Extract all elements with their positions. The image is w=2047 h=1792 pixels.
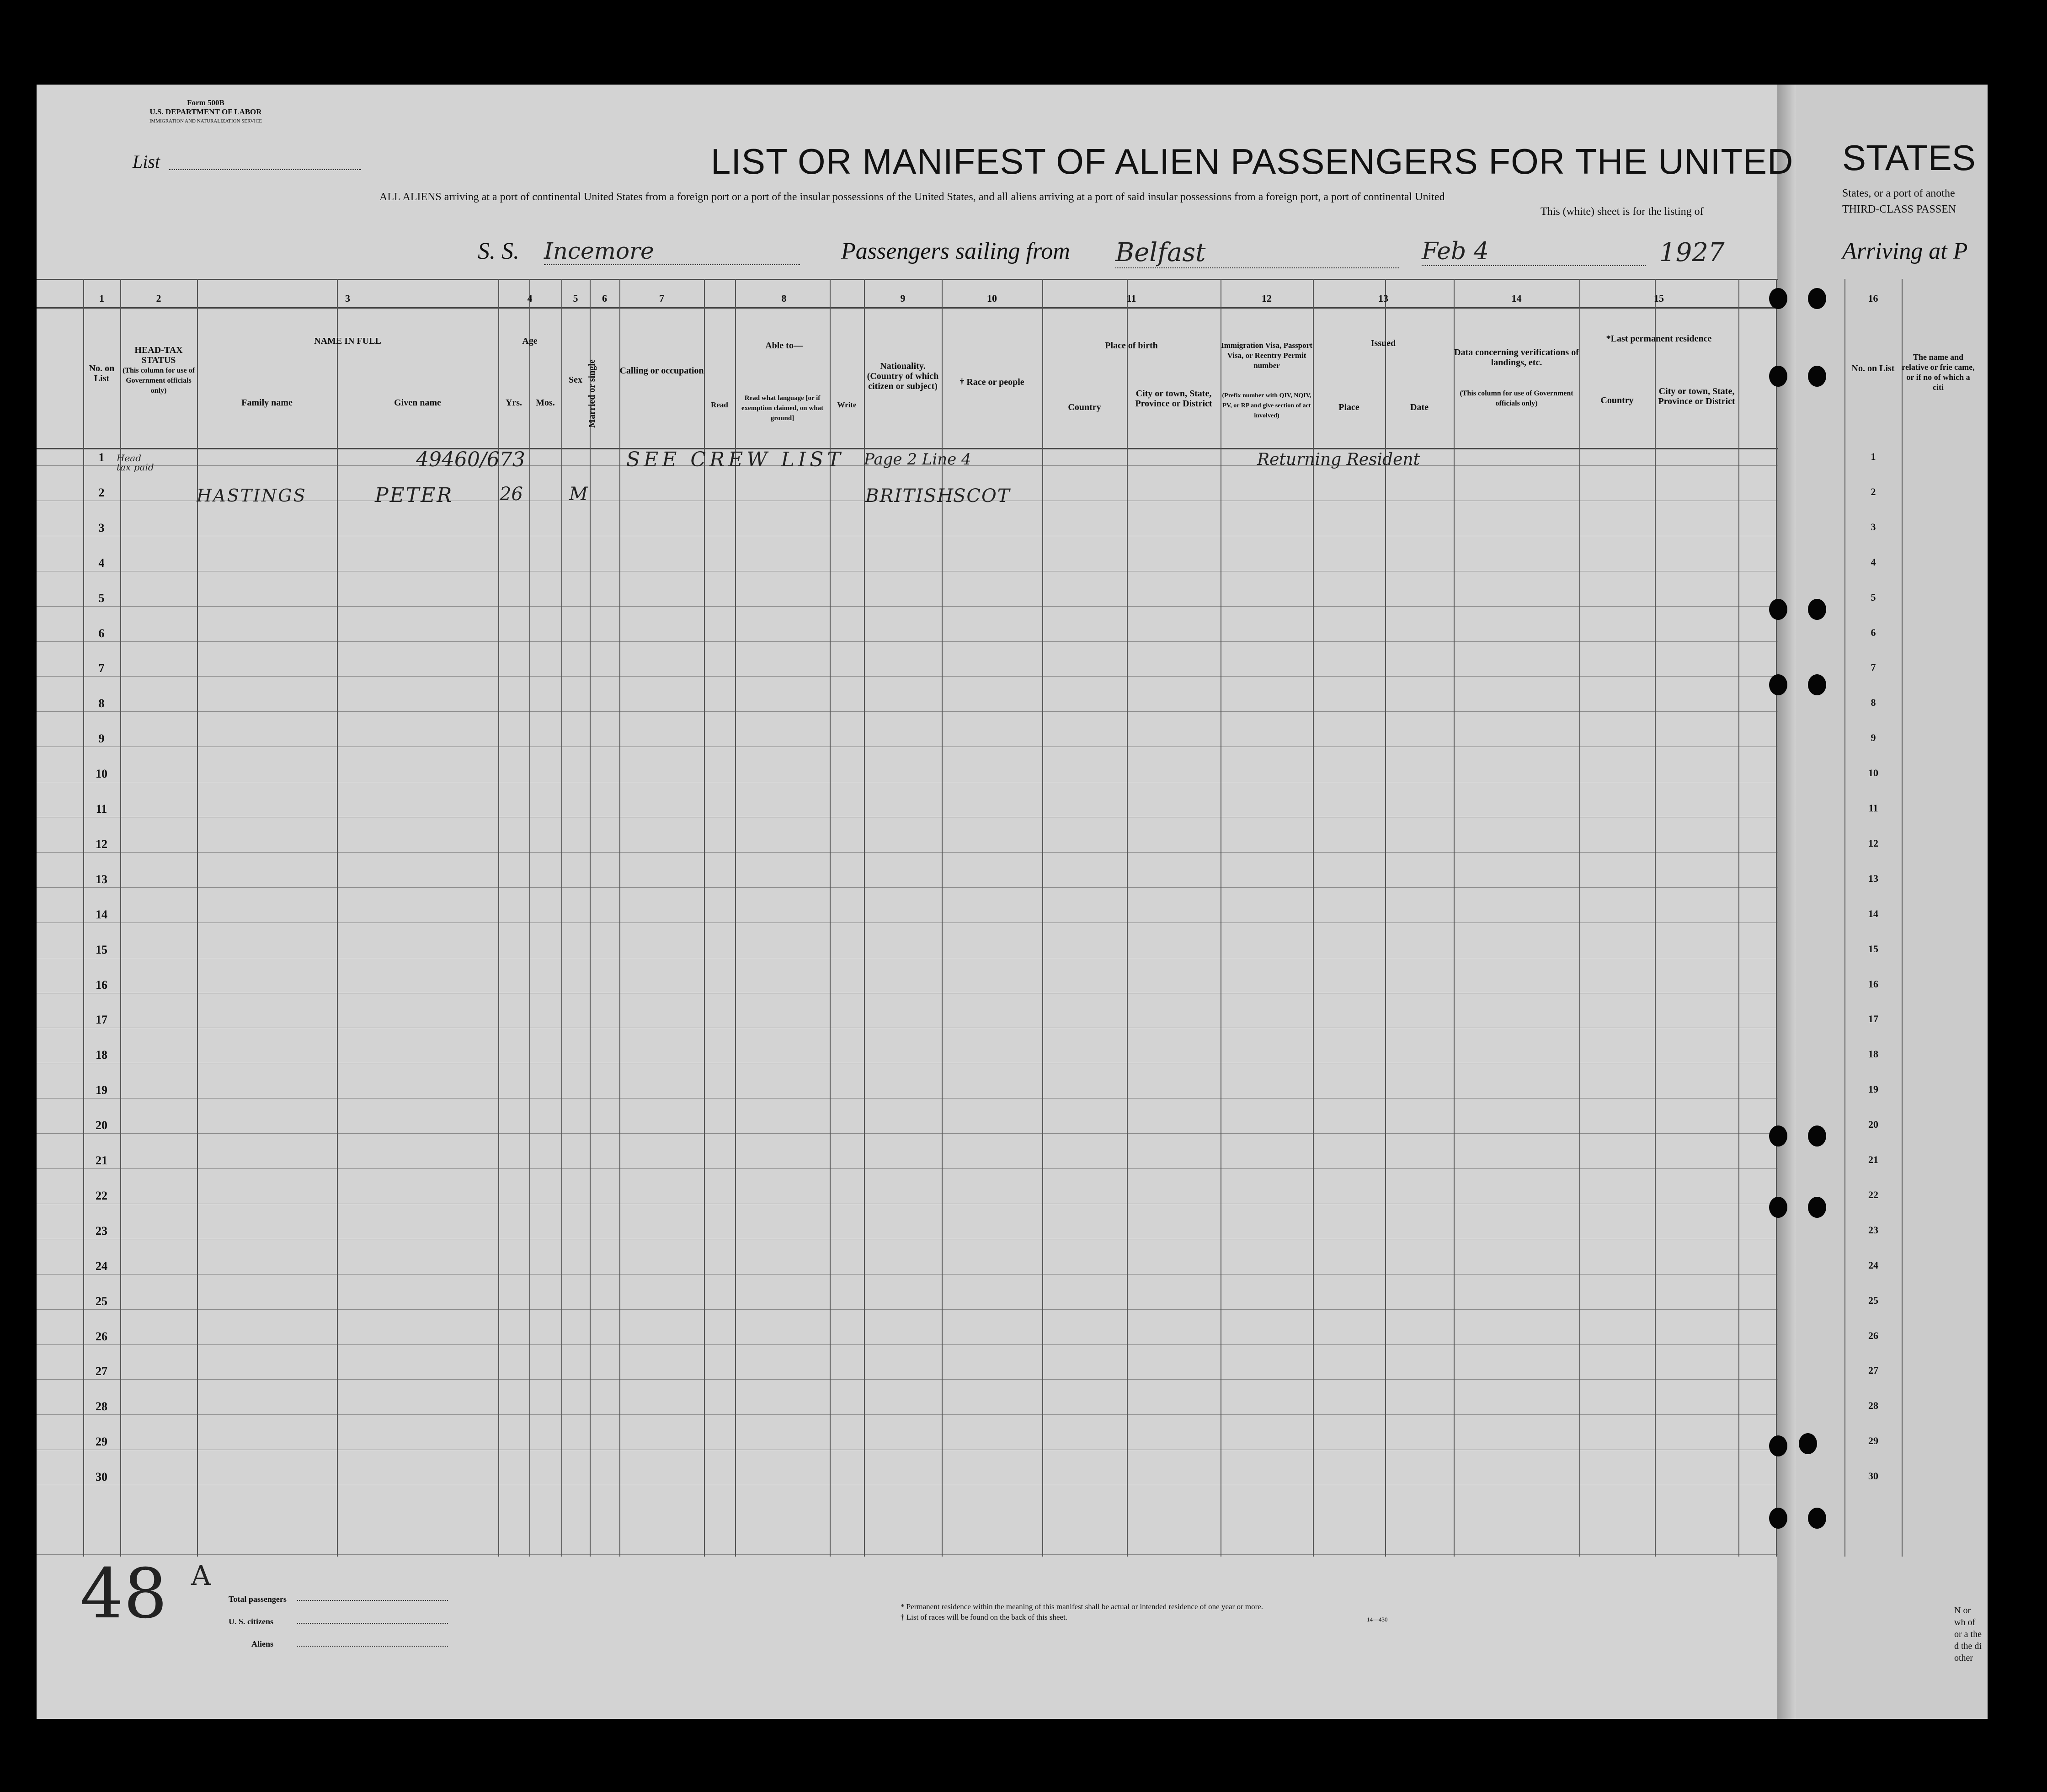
punch-hole (1808, 1125, 1826, 1147)
header-no-on-list-right: No. on List (1851, 363, 1895, 373)
row-number-right: 7 (1871, 661, 1876, 673)
page-fold (1777, 85, 1796, 1719)
column-rule (942, 279, 943, 1557)
header-head-tax: HEAD-TAX STATUS (134, 345, 183, 365)
passenger-family-name: HASTINGS (197, 485, 307, 506)
column-number: 8 (781, 293, 787, 304)
header-place-of-birth: Place of birth (1105, 341, 1158, 351)
row-number: 17 (96, 1013, 107, 1027)
header-married-single: Married or single (587, 359, 597, 428)
table-rule (37, 279, 1778, 280)
form-header (146, 98, 265, 126)
reference-number: 49460/673 (416, 448, 525, 471)
footnote-races: † List of races will be found on the back of this sheet. (901, 1613, 1067, 1621)
row-number-right: 21 (1868, 1154, 1878, 1165)
header-verifications: Data concerning verifications of landings, etc. (1454, 347, 1579, 368)
row-number: 4 (98, 556, 105, 570)
column-rule (1454, 279, 1455, 1557)
row-number-right: 16 (1868, 978, 1878, 990)
header-visa-note: (Prefix number with QIV, NQIV, PV, or RP and give section of act involved) (1222, 392, 1311, 419)
table-rule (37, 606, 1778, 607)
column-rule (619, 279, 620, 1557)
column-rule (864, 279, 865, 1557)
row-number-right: 19 (1868, 1083, 1878, 1095)
row-number: 1 (98, 451, 105, 464)
row-number: 19 (96, 1083, 107, 1097)
punch-hole (1769, 1435, 1787, 1456)
header-nationality: Nationality. (Country of which citizen or subject) (867, 361, 939, 391)
subtitle-right-line1: States, or a port of anothe (1842, 187, 1955, 199)
column-number: 6 (602, 293, 607, 304)
column-number: 16 (1868, 293, 1878, 304)
header-read: Read (711, 400, 728, 409)
column-rule (83, 279, 84, 1557)
row-number: 7 (98, 661, 105, 675)
column-rule (1579, 279, 1580, 1557)
table-rule (37, 887, 1778, 888)
header-visa-number: Immigration Visa, Passport Visa, or Reentry Permit number (1221, 341, 1312, 370)
column-number: 13 (1378, 293, 1388, 304)
departure-year: 1927 (1659, 238, 1725, 267)
punch-hole (1808, 1508, 1826, 1529)
header-write: Write (837, 400, 857, 409)
header-calling: Calling or occupation (619, 366, 704, 376)
row-number-right: 4 (1871, 556, 1876, 568)
row-number: 29 (96, 1435, 107, 1449)
header-age-years: Yrs. (505, 398, 522, 408)
passenger-age-years: 26 (500, 484, 523, 505)
punch-hole (1808, 288, 1826, 309)
column-number: 15 (1654, 293, 1664, 304)
column-number: 1 (99, 293, 104, 304)
column-rule (1313, 279, 1314, 1557)
page-title-continued: STATES (1842, 138, 1976, 178)
punch-hole (1808, 366, 1826, 387)
column-rule (1776, 279, 1777, 1557)
row-number: 16 (96, 978, 107, 992)
row-number-right: 10 (1868, 767, 1878, 779)
subtitle-line1: ALL ALIENS arriving at a port of continental United States from a foreign port or a port of the insular possessions of the United States, and all aliens arriving at a port of said insular possessions from a foreign port, a port of continental United (379, 191, 1445, 203)
table-rule (37, 711, 1778, 712)
table-rule (37, 676, 1778, 677)
punch-hole (1808, 674, 1826, 695)
header-birth-city: City or town, State, Province or District (1135, 389, 1212, 409)
row-number-right: 2 (1871, 485, 1876, 497)
table-rule (37, 1344, 1778, 1345)
header-age: Age (522, 336, 538, 346)
passenger-given-name: PETER (375, 484, 453, 507)
departure-port: Belfast (1115, 238, 1399, 268)
punch-hole (1769, 1197, 1787, 1218)
row-number: 6 (98, 626, 105, 640)
row-number-right: 28 (1868, 1400, 1878, 1412)
row-number: 18 (96, 1048, 107, 1062)
head-tax-annotation: Head tax paid (117, 453, 154, 473)
row-number-right: 22 (1868, 1189, 1878, 1200)
header-issued-date: Date (1410, 402, 1429, 412)
row-number-right: 8 (1871, 697, 1876, 709)
row-number: 14 (96, 907, 107, 921)
row-number-right: 24 (1868, 1259, 1878, 1271)
table-rule (37, 1414, 1778, 1415)
column-rule (197, 279, 198, 1557)
row-number: 23 (96, 1224, 107, 1237)
passenger-race: SCOT (953, 485, 1011, 507)
row-number: 27 (96, 1365, 107, 1378)
header-issued-place: Place (1338, 402, 1359, 412)
row-number-right: 13 (1868, 872, 1878, 884)
aliens-label: Aliens (251, 1639, 274, 1648)
column-rule (1385, 279, 1386, 1557)
row-number: 9 (98, 732, 105, 746)
punch-hole (1808, 1197, 1826, 1218)
visa-annotation: Returning Resident (1257, 450, 1420, 469)
subtitle-right-line2: THIRD-CLASS PASSEN (1842, 203, 1956, 215)
row-number: 25 (96, 1294, 107, 1308)
row-number-right: 27 (1868, 1365, 1878, 1376)
row-number-right: 20 (1868, 1119, 1878, 1131)
row-number-right: 15 (1868, 943, 1878, 955)
table-rule (37, 1274, 1778, 1275)
row-number: 3 (98, 521, 105, 534)
table-rule (37, 1168, 1778, 1169)
list-number-line (169, 169, 361, 170)
row-number-right: 12 (1868, 837, 1878, 849)
departure-date: Feb 4 (1422, 238, 1646, 266)
header-race: † Race or people (960, 377, 1024, 387)
punch-hole (1769, 288, 1787, 309)
page-title: LIST OR MANIFEST OF ALIEN PASSENGERS FOR THE UNITED (711, 141, 1794, 181)
row-number: 15 (96, 943, 107, 956)
total-passengers-line (297, 1600, 448, 1601)
row-number: 11 (96, 802, 107, 816)
column-number: 14 (1511, 293, 1522, 304)
header-read-language: Read what language [or if exemption claimed, on what ground] (741, 395, 824, 422)
table-rule (37, 1133, 1778, 1134)
row-number: 12 (96, 837, 107, 851)
row-number-right: 18 (1868, 1048, 1878, 1060)
table-rule (37, 1098, 1778, 1099)
ss-label: S. S. (478, 238, 519, 264)
sheet-number: 48 (80, 1554, 167, 1634)
row-number-right: 30 (1868, 1470, 1878, 1482)
row-number-right: 5 (1871, 591, 1876, 603)
header-name-in-full: NAME IN FULL (314, 336, 381, 346)
calling-annotation: SEE CREW LIST (626, 448, 844, 471)
us-citizens-line (297, 1623, 448, 1624)
right-page-note: N or wh of or a the d the di other (1954, 1605, 1982, 1663)
header-given-name: Given name (394, 398, 441, 408)
row-number-right: 23 (1868, 1224, 1878, 1236)
row-number: 24 (96, 1259, 107, 1273)
header-issued: Issued (1370, 338, 1396, 348)
header-able-to: Able to— (765, 341, 803, 351)
footnote-residence: * Permanent residence within the meaning of this manifest shall be actual or intended residence of one year or more. (901, 1602, 1263, 1611)
table-rule (37, 307, 1778, 309)
row-number: 28 (96, 1400, 107, 1413)
column-rule (590, 279, 591, 1557)
column-rule (1042, 279, 1043, 1557)
row-number: 13 (96, 872, 107, 886)
department-name: U.S. DEPARTMENT OF LABOR (149, 107, 262, 116)
column-number: 9 (900, 293, 906, 304)
punch-hole (1769, 1125, 1787, 1147)
punch-hole (1808, 599, 1826, 620)
row-number-right: 17 (1868, 1013, 1878, 1025)
table-rule (37, 448, 1778, 449)
column-number: 2 (156, 293, 161, 304)
row-number: 10 (96, 767, 107, 781)
column-rule (529, 279, 530, 1557)
row-number-right: 14 (1868, 907, 1878, 919)
punch-hole (1769, 366, 1787, 387)
table-rule (37, 641, 1778, 642)
aliens-line (297, 1646, 448, 1647)
table-rule (37, 852, 1778, 853)
column-number: 3 (345, 293, 350, 304)
column-rule (561, 279, 562, 1557)
header-no-on-list: No. on List (89, 363, 115, 384)
passengers-sailing-label: Passengers sailing from (841, 238, 1070, 264)
total-passengers-label: Total passengers (229, 1595, 287, 1604)
row-number-right: 9 (1871, 732, 1876, 744)
punch-hole (1769, 599, 1787, 620)
row-number: 8 (98, 697, 105, 710)
form-number: Form 500B (187, 98, 224, 107)
row-number: 22 (96, 1189, 107, 1202)
passenger-nationality: BRITISH (865, 485, 954, 507)
table-rule (37, 1309, 1778, 1310)
header-right-page-name: The name and relative or frie came, or if no of which a citi (1902, 352, 1975, 392)
row-number: 30 (96, 1470, 107, 1484)
nationality-annotation: Page 2 Line 4 (864, 450, 971, 469)
arriving-label: Arriving at P (1842, 238, 1968, 264)
column-number: 7 (659, 293, 664, 304)
column-number: 11 (1126, 293, 1136, 304)
print-code: 14—430 (1367, 1616, 1388, 1623)
header-residence-city: City or town, State, Province or District (1658, 386, 1735, 406)
service-name: IMMIGRATION AND NATURALIZATION SERVICE (149, 118, 262, 124)
row-number: 21 (96, 1154, 107, 1167)
header-verifications-note: (This column for use of Government officials only) (1460, 389, 1573, 407)
sheet-suffix: A (191, 1560, 211, 1592)
column-number: 10 (987, 293, 997, 304)
header-age-months: Mos. (536, 398, 555, 408)
header-head-tax-note: (This column for use of Government officials only) (123, 367, 195, 395)
table-rule (37, 1379, 1778, 1380)
column-number: 4 (527, 293, 533, 304)
row-number-right: 26 (1868, 1329, 1878, 1341)
row-number: 2 (98, 485, 105, 499)
punch-hole (1769, 1508, 1787, 1529)
header-birth-country: Country (1068, 402, 1101, 412)
passenger-sex: M (569, 484, 588, 505)
row-number: 26 (96, 1329, 107, 1343)
header-family-name: Family name (241, 398, 293, 408)
row-number: 20 (96, 1119, 107, 1132)
column-number: 12 (1262, 293, 1272, 304)
us-citizens-label: U. S. citizens (229, 1617, 273, 1626)
column-rule (1127, 279, 1128, 1557)
row-number: 5 (98, 591, 105, 605)
column-rule (337, 279, 338, 1557)
row-number-right: 11 (1868, 802, 1878, 814)
row-number-right: 29 (1868, 1435, 1878, 1447)
row-number-right: 3 (1871, 521, 1876, 533)
row-number-right: 25 (1868, 1294, 1878, 1306)
table-rule (37, 1554, 1778, 1555)
column-rule (1738, 279, 1739, 1557)
column-rule (1902, 279, 1903, 1557)
manifest-table (37, 279, 1778, 1557)
header-sex: Sex (569, 375, 582, 385)
row-number-right: 6 (1871, 626, 1876, 638)
column-rule (1844, 279, 1845, 1557)
punch-hole (1769, 674, 1787, 695)
punch-hole (1799, 1433, 1817, 1454)
header-last-residence: *Last permanent residence (1606, 334, 1712, 344)
list-label: List (133, 151, 160, 172)
column-number: 5 (573, 293, 578, 304)
row-number-right: 1 (1871, 451, 1876, 462)
ship-name: Incemore (544, 238, 800, 265)
header-residence-country: Country (1600, 395, 1634, 405)
column-rule (1655, 279, 1656, 1557)
subtitle-line2: This (white) sheet is for the listing of (1541, 206, 1704, 218)
